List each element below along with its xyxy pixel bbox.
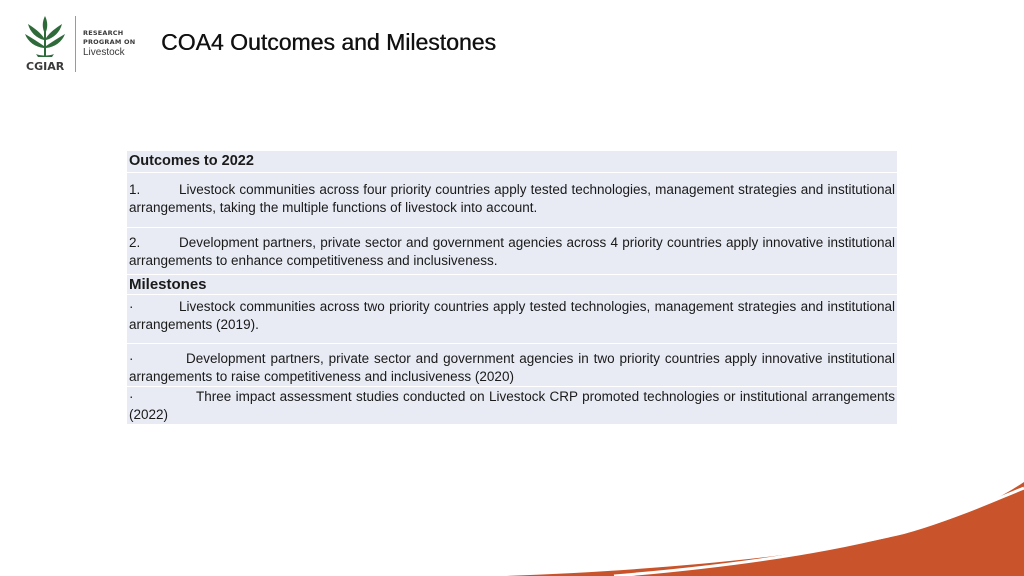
milestone-text: Three impact assessment studies conducted on Livestock CRP promoted technologies or institutional arrangements (2022) <box>129 389 895 422</box>
slide-title: COA4 Outcomes and Milestones <box>161 29 496 55</box>
milestone-text: Livestock communities across two priority countries apply tested technologies, management strategies and institutional arrangements (2019). <box>129 299 895 332</box>
swoosh-shape <box>504 482 1024 576</box>
outcome-number: 1. <box>129 182 141 197</box>
logo-line-livestock: Livestock <box>83 47 125 58</box>
milestone-text: Development partners, private sector and government agencies in two priority countries apply innovative institutional arrangements to raise competitiveness and inclusiveness (2020) <box>129 351 895 384</box>
outcomes-milestones-table <box>127 151 897 425</box>
outcomes-header: Outcomes to 2022 <box>127 151 897 173</box>
milestone-item <box>127 387 897 425</box>
milestone-bullet: · <box>129 299 134 314</box>
milestone-bullet: · <box>129 351 134 366</box>
milestone-item <box>127 295 897 344</box>
outcome-item <box>127 173 897 228</box>
milestone-bullet: · <box>129 389 134 404</box>
outcome-item <box>127 228 897 275</box>
milestones-header: Milestones <box>127 275 897 295</box>
logo-wordmark: CGIAR <box>26 60 65 73</box>
logo-line-research: RESEARCH <box>83 29 124 37</box>
cgiar-wheat-logo-icon <box>22 14 68 58</box>
milestone-item <box>127 344 897 387</box>
logo-divider <box>75 16 76 72</box>
outcome-text: Development partners, private sector and government agencies across 4 priority countries apply innovative institutional arrangements to enhance competitiveness and inclusiveness. <box>129 235 895 268</box>
cgiar-livestock-logo <box>22 14 146 76</box>
logo-line-program: PROGRAM ON <box>83 38 136 46</box>
outcome-text: Livestock communities across four priority countries apply tested technologies, management strategies and institutional arrangements, taking the multiple functions of livestock into account. <box>129 182 895 215</box>
outcome-number: 2. <box>129 235 141 250</box>
decorative-corner-swoosh <box>504 476 1024 576</box>
